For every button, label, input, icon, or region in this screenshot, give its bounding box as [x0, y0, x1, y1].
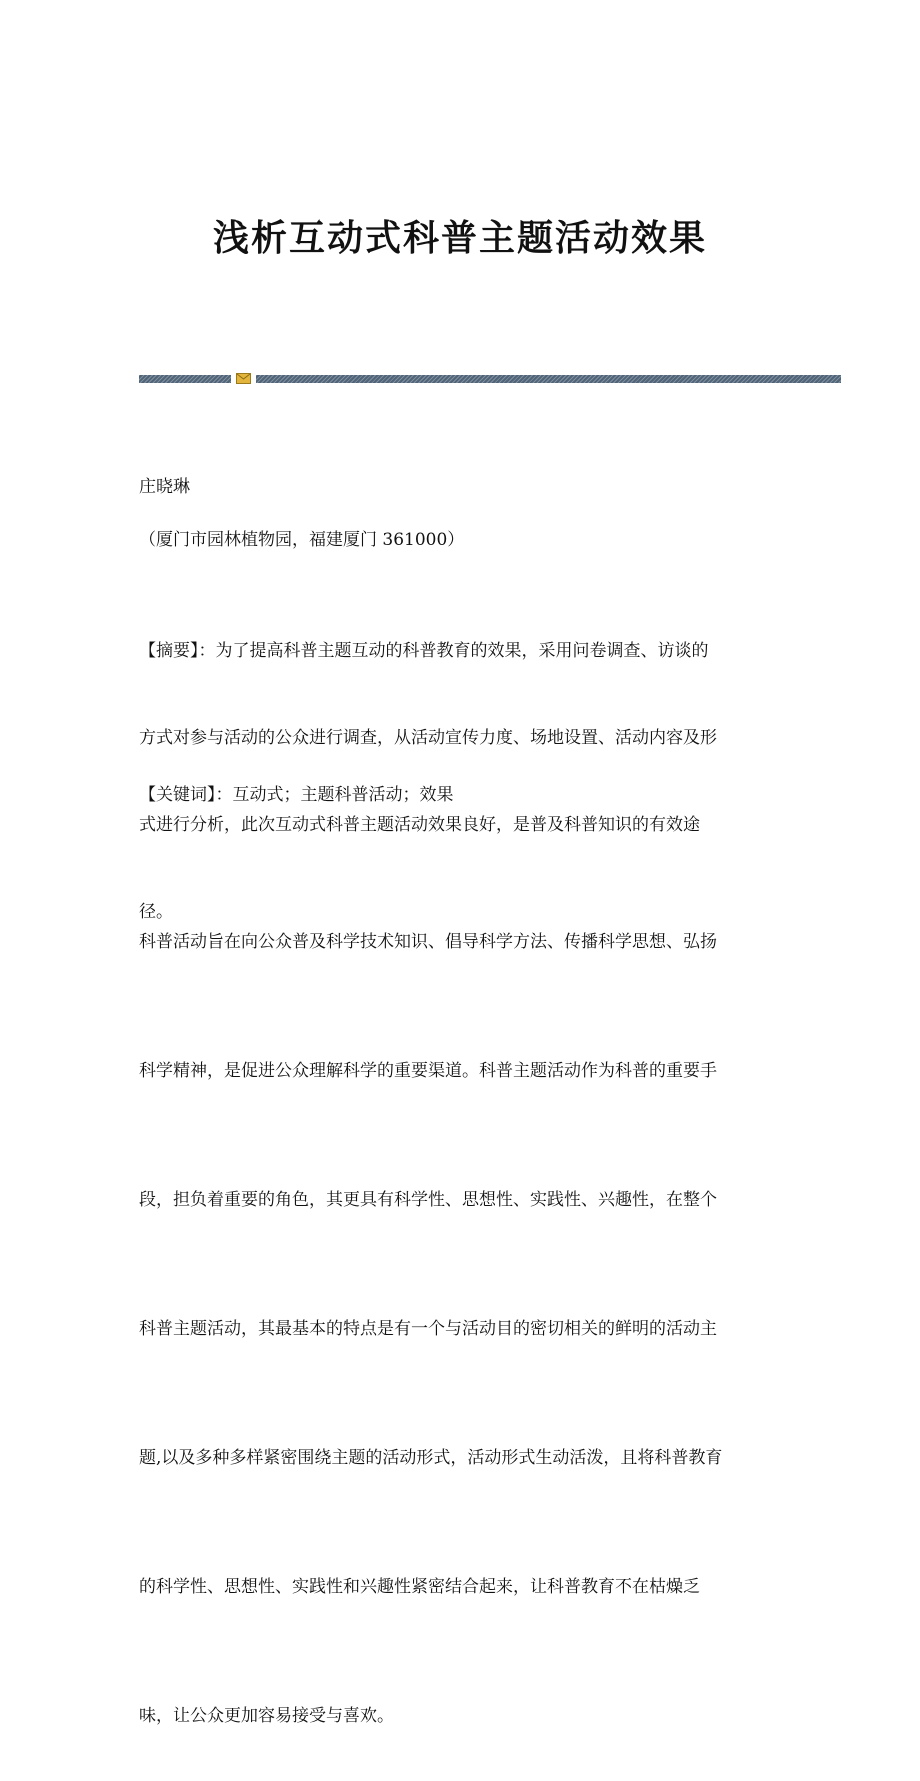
body-line: 科学精神，是促进公众理解科学的重要渠道。科普主题活动作为科普的重要手	[139, 1061, 717, 1081]
abstract-line: 式进行分析，此次互动式科普主题活动效果良好，是普及科普知识的有效途	[139, 815, 700, 835]
body-line: 的科学性、思想性、实践性和兴趣性紧密结合起来，让科普教育不在枯燥乏	[139, 1577, 700, 1597]
keywords-section: 【关键词】：互动式；主题科普活动；效果	[139, 785, 454, 805]
body-line: 段，担负着重要的角色，其更具有科学性、思想性、实践性、兴趣性，在整个	[139, 1190, 717, 1210]
title-divider-right	[256, 375, 841, 383]
body-line: 科普主题活动，其最基本的特点是有一个与活动目的密切相关的鲜明的活动主	[139, 1319, 717, 1339]
document-title: 浅析互动式科普主题活动效果	[212, 217, 707, 259]
title-divider-left	[139, 375, 231, 383]
author-affiliation: （厦门市园林植物园，福建厦门 361000）	[139, 530, 465, 550]
body-paragraph	[139, 835, 789, 1781]
abstract-line: 【摘要】：为了提高科普主题互动的科普教育的效果，采用问卷调查、访谈的	[139, 641, 709, 661]
divider-emblem-icon	[236, 373, 251, 384]
body-line: 题,以及多种多样紧密围绕主题的活动形式，活动形式生动活泼，且将科普教育	[139, 1448, 723, 1468]
abstract-line: 方式对参与活动的公众进行调查，从活动宣传力度、场地设置、活动内容及形	[139, 728, 717, 748]
body-line: 味，让公众更加容易接受与喜欢。	[139, 1706, 394, 1726]
body-line: 科普活动旨在向公众普及科学技术知识、倡导科学方法、传播科学思想、弘扬	[139, 932, 717, 952]
author-name: 庄晓琳	[139, 477, 190, 497]
abstract-line: 径。	[139, 902, 173, 922]
